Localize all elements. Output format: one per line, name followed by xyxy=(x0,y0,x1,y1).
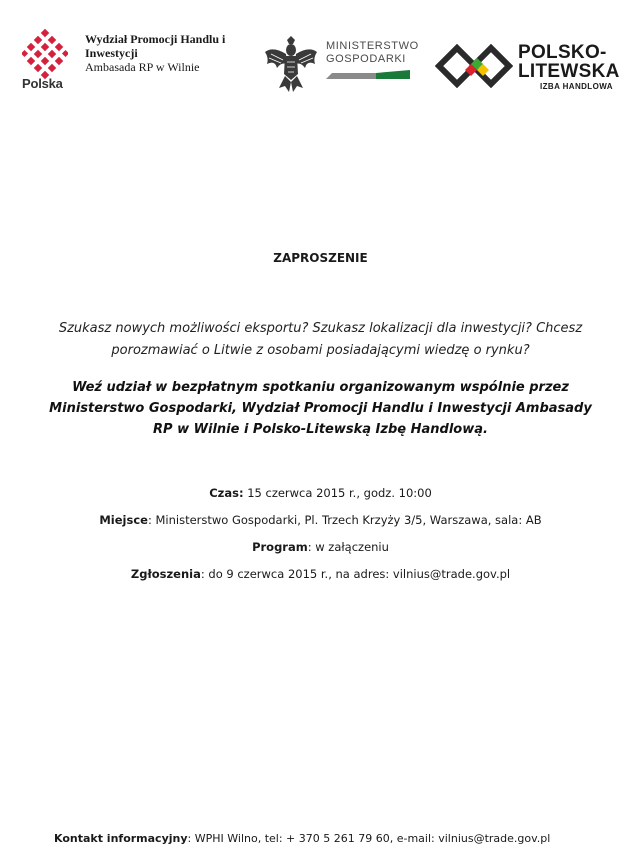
embassy-block xyxy=(85,32,255,74)
contact-footer xyxy=(54,832,614,845)
chamber-subtitle: IZBA HANDLOWA xyxy=(540,82,613,91)
embassy-department: Wydział Promocji Handlu i Inwestycji xyxy=(85,32,226,60)
detail-place xyxy=(0,511,641,538)
detail-label: Miejsce xyxy=(99,513,148,527)
detail-value: 15 czerwca 2015 r., godz. 10:00 xyxy=(243,486,432,500)
ministry-line1: MINISTERSTWO xyxy=(326,40,419,52)
chamber-line1: POLSKO- xyxy=(518,42,607,63)
detail-value: : do 9 czerwca 2015 r., na adres: vilnius@trade.gov.pl xyxy=(200,567,511,581)
detail-label: Czas: xyxy=(209,486,244,500)
ministry-line2: GOSPODARKI xyxy=(326,53,406,65)
letterhead xyxy=(0,0,641,110)
invitation-paragraph: Weź udział w bezpłatnym spotkaniu organizowanym wspólnie przez Ministerstwo Gospodarki, Wydział Promocji Handlu i Inwestycji Ambasady RP w Wilnie i Polsko-Litewską Izbę Handlową. xyxy=(49,380,592,437)
detail-label: Program xyxy=(252,540,308,554)
detail-registration xyxy=(0,565,641,592)
ministry-color-bar xyxy=(326,70,410,79)
intro-paragraph: Szukasz nowych możliwości eksportu? Szukasz lokalizacji dla inwestycji? Chcesz porozmawiać o Litwie z osobami posiadającymi wiedzę o rynku? xyxy=(58,321,583,358)
detail-program xyxy=(0,538,641,565)
event-details xyxy=(0,484,641,592)
chamber-name xyxy=(518,43,620,81)
chamber-line2: LITEWSKA xyxy=(518,61,620,82)
embassy-name: Ambasada RP w Wilnie xyxy=(85,60,200,74)
polska-logo-text: Polska xyxy=(22,76,63,91)
detail-value: : Ministerstwo Gospodarki, Pl. Trzech Krzyży 3/5, Warszawa, sala: AB xyxy=(147,513,542,527)
detail-value: : w załączeniu xyxy=(307,540,389,554)
document-title: ZAPROSZENIE xyxy=(273,251,368,265)
eagle-emblem-icon xyxy=(263,36,319,94)
detail-time xyxy=(0,484,641,511)
chamber-logo-icon xyxy=(435,44,513,88)
detail-label: Zgłoszenia xyxy=(130,567,201,581)
footer-value: : WPHI Wilno, tel: + 370 5 261 79 60, e-mail: vilnius@trade.gov.pl xyxy=(187,832,551,845)
footer-label: Kontakt informacyjny xyxy=(54,832,188,845)
ministry-name xyxy=(326,40,419,66)
